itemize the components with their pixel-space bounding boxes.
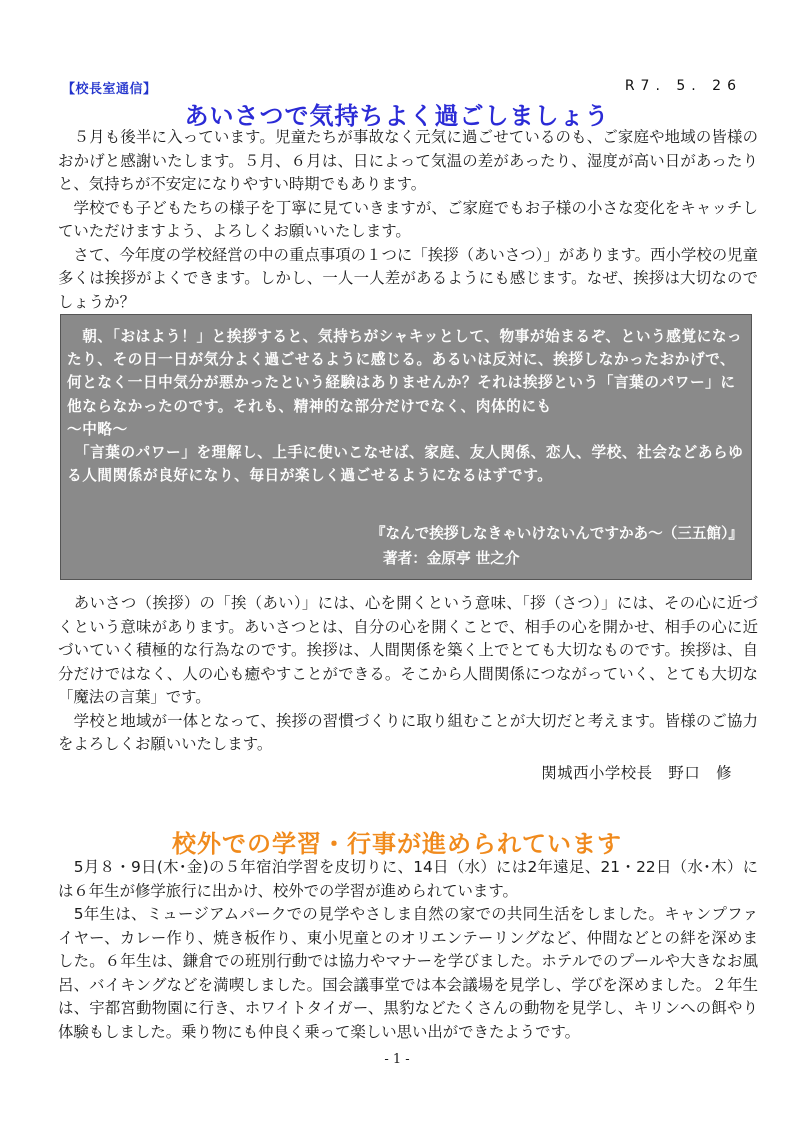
article-title-outings: 校外での学習・行事が進められています — [172, 830, 622, 858]
principal-signature: 関城西小学校長 野口 修 — [541, 764, 732, 782]
quote-box — [60, 314, 752, 580]
newsletter-label: 【校長室通信】 — [62, 82, 157, 97]
quote-source: 『なんで挨拶しなきゃいけないんですかあ～（三五館）』 — [370, 525, 743, 542]
quote-text: 朝、「おはよう！」と挨拶すると、気持ちがシャキッとして、物事が始まるぞ、という感覚になったり、その日一日が気分よく過ごせるように感じる。あるいは反対に、挨拶しなかったおかげで、何となく一日中気分が悪かったという経験はありませんか？それは挨拶という「言葉のパワー」に他ならなかったのです。それも、精神的な部分だけでなく、肉体的にも ～中略～ 「言葉のパワー」を理解し、上手に使いこなせば、家庭、友人関係、恋人、学校、社会などあらゆる人間関係が良好になり、毎日が楽しく過ごせるようになるはずです。 — [67, 328, 744, 485]
article-intro-paragraphs: ５月も後半に入っています。児童たちが事故なく元気に過ごせているのも、ご家庭や地域の皆様のおかげと感謝いたします。５月、６月は、日によって気温の差があったり、湿度が高い日があったりと、気持ちが不安定になりやすい時期でもあります。 学校でも子どもたちの様子を丁寧に見ていきますが、ご家庭でもお子様の小さな変化をキャッチしていただけますよう、よろしくお願いいたします。 さて、今年度の学校経営の中の重点事項の１つに「挨拶（あいさつ）」があります。西小学校の児童多くは挨拶がよくできます。しかし、一人一人差があるようにも感じます。なぜ、挨拶は大切なのでしょうか？ — [58, 128, 758, 311]
quote-author: 著者：金原亭 世之介 — [383, 550, 520, 567]
article-outings-paragraphs: 5月８・9日(木･金)の５年宿泊学習を皮切りに、14日（水）には2年遠足、21・22日（水･木）には６年生が修学旅行に出かけ、校外での学習が進められています。 5年生は、ミュージアムパークでの見学やさしま自然の家での共同生活をしました。キャンプファイヤー、カレー作り、焼き板作り、東小児童とのオリエンテーリングなど、仲間などとの絆を深めました。６年生は、鎌倉での班別行動では協力やマナーを学びました。ホテルでのプールや大きなお風呂、バイキングなどを満喫しました。国会議事堂では本会議場を見学し、学びを深めました。２年生は、宇都宮動物園に行き、ホワイトタイガー、黒豹などたくさんの動物を見学し、キリンへの餌やり体験もしました。乗り物にも仲良く乗って楽しい思い出ができたようです。 — [58, 858, 758, 1041]
page-number: - 1 - — [384, 1052, 410, 1067]
article-title-greetings: あいさつで気持ちよく過ごしましょう — [184, 102, 610, 130]
issue-date: R7. 5. 26 — [624, 78, 742, 94]
article-body-paragraphs: あいさつ（挨拶）の「挨（あい）」には、心を開くという意味、「拶（さつ）」には、その心に近づくという意味があります。あいさつとは、自分の心を開くことで、相手の心を開かせ、相手の心に近づいていく積極的な行為なのです。挨拶は、人間関係を築く上でとても大切なものです。挨拶は、自分だけではなく、人の心も癒やすことができる。そこから人間関係につながっていく、とても大切な「魔法の言葉」です。 学校と地域が一体となって、挨拶の習慣づくりに取り組むことが大切だと考えます。皆様のご協力をよろしくお願いいたします。 — [58, 594, 758, 753]
